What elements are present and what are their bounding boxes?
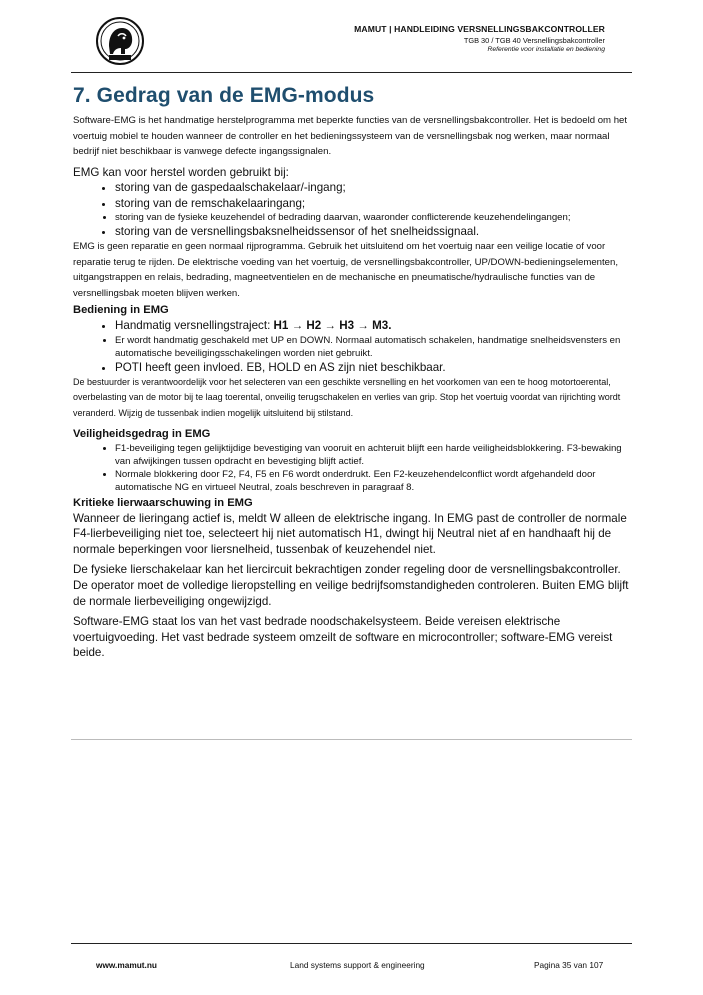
content-divider (71, 739, 632, 740)
header-divider (71, 72, 632, 73)
recovery-lead: EMG kan voor herstel worden gebruikt bij: (73, 165, 289, 179)
footer-page-number: Pagina 35 van 107 (534, 960, 604, 970)
veiligheid-list (73, 442, 633, 494)
lier-paragraph-2: De fysieke lierschakelaar kan het liercircuit bekrachtigen zonder regeling door de versnellingsbakcontroller. De operator moet de volledige lieropstelling en veilige bedrijfsomstandigheden controleren. Buiten EMG blijft de normale lierbeveiliging ongewijzigd. (73, 563, 629, 608)
list-item: • storing van de versnellingsbaksnelheidssensor of het snelheidssignaal. (115, 224, 633, 239)
list-item: • F1-beveiliging tegen gelijktijdige bevestiging van vooruit en achteruit blijft een harde veiligheidsblokkering. F3-bewaking van afwijkingen tussen opdracht en bevestiging blijft actief. (115, 442, 633, 468)
bediening-list (73, 318, 633, 374)
lier-paragraph-3: Software-EMG staat los van het vast bedrade noodschakelsysteem. Beide vereisen elektrische voertuigvoeding. Het vast bedrade systeem omzeilt de software en microcontroller; software-EMG vereist beide. (73, 615, 613, 660)
driver-responsibility-paragraph: De bestuurder is verantwoordelijk voor het selecteren van een geschikte versnelling en het voorkomen van een te hoog motortoerental, overbelasting van de motor bij te laag toerental, onveilig terugschakelen en verlies van grip. Stop het voertuig voordat van rijrichting wordt veranderd. Wijzig de tussenbak indien mogelijk uitsluitend bij stilstand. (73, 376, 621, 418)
bediening-heading: Bediening in EMG (73, 304, 169, 317)
list-item: • Normale blokkering door F2, F4, F5 en F6 wordt onderdrukt. Een F2-keuzehendelconflict wordt afgehandeld door automatische NG en virtueel Neutral, zoals beschreven in paragraaf 8. (115, 468, 633, 494)
list-item (115, 318, 633, 333)
footer-website[interactable]: www.mamut.nu (96, 960, 157, 970)
recovery-list (73, 180, 633, 239)
footer-divider (71, 943, 632, 944)
list-item: • POTI heeft geen invloed. EB, HOLD en AS zijn niet beschikbaar. (115, 360, 633, 375)
veiligheid-heading: Veiligheidsgedrag in EMG (73, 427, 211, 440)
not-repair-paragraph: EMG is geen reparatie en geen normaal rijprogramma. Gebruik het uitsluitend om het voertuig naar een veilige locatie of voor reparatie terug te rijden. De elektrische voeding van het voertuig, de versnellingsbakcontroller, UP/DOWN-bedieningselementen, uitgangstrappen en relais, bedrading, magneetventielen en de mechanische en pneumatische/hydraulische functies van de versnellingsbak moeten blijven werken. (73, 240, 619, 299)
list-item: • storing van de gaspedaalschakelaar/-ingang; (115, 180, 633, 195)
lier-paragraph-1: Wanneer de lieringang actief is, meldt W alleen de elektrische ingang. In EMG past de controller de normale F4-lierbeveiliging niet toe, selecteert hij niet automatisch H1, dwingt hij Neutral niet af en handhaaft hij de normale beperkingen voor liersnelheid, tussenbak of keuzehendel niet. (73, 511, 627, 556)
section-title: 7. Gedrag van de EMG-modus (73, 84, 375, 107)
list-item: • storing van de remschakelaaringang; (115, 196, 633, 211)
mamut-logo-icon (95, 16, 145, 66)
gear-path-value: H1 → H2 → H3 → M3. (273, 319, 392, 333)
list-item: • storing van de fysieke keuzehendel of bedrading daarvan, waaronder conflicterende keuzehendelingangen; (115, 211, 633, 224)
footer-tagline: Land systems support & engineering (290, 960, 425, 970)
header-subtitle-2: Referentie voor installatie en bediening (487, 46, 605, 53)
gear-path-label: Handmatig versnellingstraject: (115, 319, 274, 333)
header-title: MAMUT | HANDLEIDING VERSNELLINGSBAKCONTROLLER (354, 24, 605, 34)
header-subtitle: TGB 30 / TGB 40 Versnellingsbakcontroller (463, 36, 605, 45)
page-content (73, 84, 633, 661)
lier-heading: Kritieke lierwaarschuwing in EMG (73, 496, 253, 509)
intro-paragraph: Software-EMG is het handmatige herstelprogramma met beperkte functies van de versnellingsbakcontroller. Het is bedoeld om het voertuig mobiel te houden wanneer de controller en het bedieningssysteem van de versnellingsbak nog werken, maar normaal bedrijf niet beschikbaar is vanwege defecte ingangssignalen. (73, 115, 628, 158)
page-header (71, 14, 632, 72)
list-item: • Er wordt handmatig geschakeld met UP en DOWN. Normaal automatisch schakelen, handmatige snelheidsvensters en automatische beveiligingsschakelingen worden niet gebruikt. (115, 334, 633, 360)
